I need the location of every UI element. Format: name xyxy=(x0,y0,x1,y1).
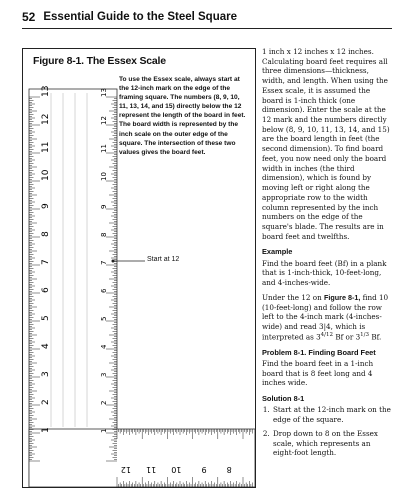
square-corner xyxy=(30,430,117,487)
blade-number: 6 xyxy=(41,287,51,293)
blade-number-inner: 8 xyxy=(100,232,108,237)
blade-number: 12 xyxy=(41,113,51,125)
blade-number: 10 xyxy=(41,169,51,181)
blade-number: 2 xyxy=(41,399,51,405)
book-title: Essential Guide to the Steel Square xyxy=(43,11,237,23)
blade-number: 8 xyxy=(41,231,51,237)
blade-number-inner: 7 xyxy=(100,260,108,265)
blade-number-inner: 12 xyxy=(100,116,108,125)
tongue-number: 8 xyxy=(226,465,232,474)
fraction-4-12: 4/12 xyxy=(320,331,334,338)
example-paragraph: Find the board feet (Bf) in a plank that is 1-inch-thick, 10-feet-long, and 4-inches-wide. xyxy=(262,258,387,288)
blade-number: 7 xyxy=(41,259,51,265)
blade-number-inner: 3 xyxy=(100,372,108,377)
blade-number-inner: 10 xyxy=(100,172,108,181)
blade-number-inner: 6 xyxy=(100,288,108,293)
tongue-number: 12 xyxy=(120,465,131,474)
tongue-number: 9 xyxy=(201,465,207,474)
blade-number-inner: 9 xyxy=(100,204,108,209)
blade-number-inner: 13 xyxy=(100,88,108,97)
blade-number: 3 xyxy=(41,371,51,377)
figure-ref: Figure 8-1, xyxy=(324,292,361,302)
figure-essex-scale xyxy=(22,48,256,488)
blade-number-inner: 11 xyxy=(100,144,108,153)
page-number: 52 xyxy=(22,10,36,24)
blade-number: 11 xyxy=(41,141,51,153)
solution-steps xyxy=(262,405,392,458)
callout-dot xyxy=(112,260,115,263)
blade-number: 9 xyxy=(41,203,51,209)
blade-number: 1 xyxy=(41,427,51,433)
blade-number-inner: 5 xyxy=(100,316,108,321)
under-end: Bf. xyxy=(371,332,382,342)
under-rest: find 10 (10-feet-long) and follow the row left to the 4-inch mark (4-inches-wide) and read 3|4, which is interpreted as 3 xyxy=(262,292,389,342)
blade-number-inner: 1 xyxy=(100,428,108,433)
solution-step: 2. Drop down to 8 on the Essex scale, which represents an eight-foot length. xyxy=(272,429,392,458)
solution-heading: Solution 8-1 xyxy=(262,394,305,404)
figure-description: To use the Essex scale, always start at the 12-inch mark on the edge of the framing square. The numbers (8, 9, 10, 11, 13, 14, and 15) directly below the 12 represent the length of the board in feet. The board width is represented by the inch scale on the outer edge of the square. The intersection of these two values gives the board feet. xyxy=(119,76,246,156)
intro-paragraph: 1 inch x 12 inches x 12 inches. Calculating board feet requires all three dimensions—thickness, width, and length. When using the Essex scale, it is assumed the board is 1-inch thick (one dimension). Enter the scale at the 12 mark and the numbers directly below (8, 9, 10, 11, 13, 14, and 15) are the board length in feet (the second dimension). To find board feet, you now need only the board width in inches (the third dimension), which is found by moving left or right along the appropriate row to the width column represented by the inch numbers on the edge of the square's blade. The results are in board feet and twelfths. xyxy=(262,47,390,241)
tongue-number: 11 xyxy=(146,465,157,474)
blade-number: 4 xyxy=(41,343,51,349)
callout-label: Start at 12 xyxy=(147,256,180,263)
problem-paragraph: Find the board feet in a 1-inch board that is 8 feet long and 4 inches wide. xyxy=(262,359,374,388)
tongue-number: 10 xyxy=(171,465,182,474)
problem-heading: Problem 8-1. Finding Board Feet xyxy=(262,347,376,357)
body-text-column xyxy=(262,47,392,462)
fraction-1-3: 1/3 xyxy=(360,331,370,338)
blade-number: 5 xyxy=(41,315,51,321)
figure-title: Figure 8-1. The Essex Scale xyxy=(33,55,166,67)
example-heading: Example xyxy=(262,247,293,257)
blade-number-inner: 4 xyxy=(100,344,108,349)
page-header xyxy=(22,6,392,29)
blade-number: 13 xyxy=(41,85,51,97)
under-or: Bf or 3 xyxy=(335,332,361,342)
solution-step: 1. Start at the 12-inch mark on the edge of the square. xyxy=(272,405,392,424)
blade-number-inner: 2 xyxy=(100,400,108,405)
under-pre: Under the 12 on xyxy=(262,292,322,302)
under-paragraph xyxy=(262,293,392,342)
